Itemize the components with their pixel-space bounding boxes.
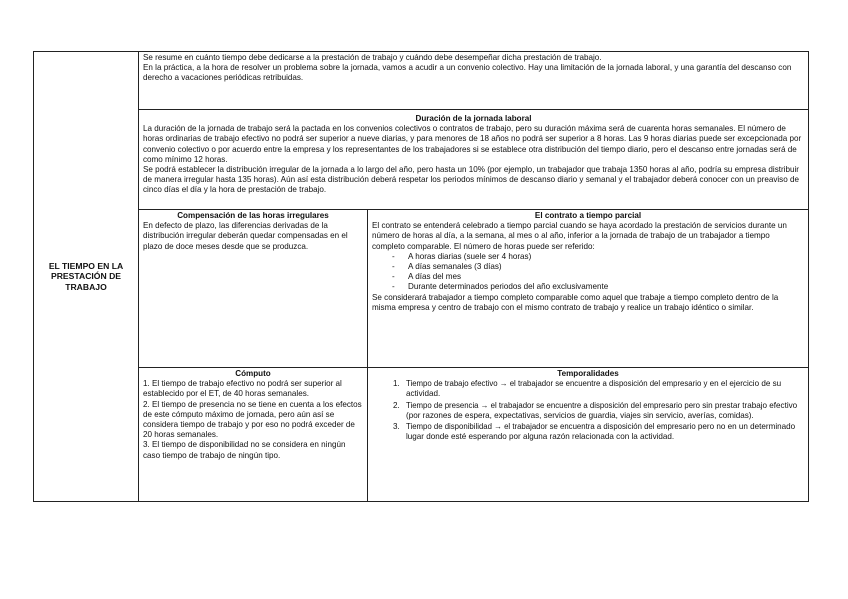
temporalidades-cell bbox=[368, 368, 809, 502]
computo-cell bbox=[139, 368, 368, 502]
parcial-p2: Se considerará trabajador a tiempo completo comparable como aquel que trabaje a tiempo completo dentro de la misma empresa y centro de trabajo con el mismo contrato de trabajo y realice un trabajo idéntico o similar. bbox=[372, 292, 779, 312]
compensacion-text: En defecto de plazo, las diferencias derivadas de la distribución irregular deberán quedar compensadas en el plazo de doce meses desde que se produzca. bbox=[143, 221, 348, 251]
intro-p2: En la práctica, a la hora de resolver un problema sobre la jornada, vamos a acudir a un convenio colectivo. Hay una limitación de la jornada laboral, y una garantía del descanso con derecho a vacaciones periódicas retribuidas. bbox=[143, 63, 792, 83]
temporalidades-title: Temporalidades bbox=[557, 369, 619, 378]
parcial-title: El contrato a tiempo parcial bbox=[534, 211, 642, 220]
duracion-p1: La duración de la jornada de trabajo será la pactada en los convenios colectivos o contratos de trabajo, pero su duración máxima será de cuarenta horas semanales. El número de horas ordinarias de trabajo efectivo no podrá ser superior a nueve diarias, y para menores de 18 años no podrá ser superior a 8 horas. Las 9 horas diarias puede ser excepcionada por convenio colectivo o por acuerdo entre la empresa y los representantes de los trabajadores si se establece otra distribución del tiempo diario, pero el descanso entre jornadas será de como mínimo 12 horas. bbox=[143, 124, 802, 164]
duracion-title: Duración de la jornada laboral bbox=[415, 114, 532, 123]
list-item: - A días del mes bbox=[392, 272, 804, 282]
temporalidades-list bbox=[372, 379, 804, 442]
temporalidad-text: pero no en un determinado lugar donde esté esperando por alguna razón relacionada con la actividad. bbox=[406, 422, 796, 442]
intro-cell bbox=[139, 52, 809, 110]
list-item bbox=[402, 422, 804, 442]
compensacion-title: Compensación de las horas irregulares bbox=[177, 211, 329, 220]
computo-item-1: 1. El tiempo de trabajo efectivo no podrá ser superior al establecido por el ET, de 40 horas semanales. bbox=[143, 379, 342, 399]
parcial-p1: El contrato se entenderá celebrado a tiempo parcial cuando se haya acordado la prestación de servicios durante un número de horas al día, a la semana, al mes o al año, inferior a la jornada de trabajo de un trabajador a tiempo completo comparable. El número de horas puede ser referido: bbox=[372, 221, 787, 251]
left-heading: EL TIEMPO EN LA PRESTACIÓN DE TRABAJO bbox=[34, 52, 139, 502]
summary-table bbox=[33, 51, 809, 502]
computo-title: Cómputo bbox=[235, 369, 271, 378]
temporalidad-label: Tiempo de disponibilidad → el trabajador se encuentra a disposición del empresario bbox=[406, 422, 696, 432]
temporalidad-label: Tiempo de trabajo efectivo → el trabajador se encuentre a disposición del empresario y bbox=[406, 379, 708, 389]
temporalidad-text: sin prestar trabajo efectivo (por razones de espera, expectativas, servicios de guardia, viajes sin servicio, averías, comidas). bbox=[406, 400, 798, 420]
list-item bbox=[402, 401, 804, 421]
computo-item-2: 2. El tiempo de presencia no se tiene en cuenta a los efectos de este cómputo máximo de jornada, pero aún así se considera tiempo de trabajo y por eso no podrá exceder de 20 horas semanales. bbox=[143, 399, 362, 440]
temporalidad-label: Tiempo de presencia → el trabajador se encuentre a disposición del empresario pero bbox=[406, 400, 700, 410]
parcial-cell bbox=[368, 210, 809, 368]
temporalidad-text: en el ejercicio de su actividad. bbox=[406, 379, 782, 399]
parcial-list bbox=[372, 252, 804, 293]
intro-p1: Se resume en cuánto tiempo debe dedicarse a la prestación de trabajo y cuándo debe desempeñar dicha prestación de trabajo. bbox=[143, 53, 602, 62]
list-item: - A horas diarias (suele ser 4 horas) bbox=[392, 252, 804, 262]
compensacion-cell bbox=[139, 210, 368, 368]
duracion-p2: Se podrá establecer la distribución irregular de la jornada a lo largo del año, pero hasta un 10% (por ejemplo, un trabajador que trabaja 1350 horas al año, podría su empresa distribuir de manera irregular hasta 135 horas). Aún así esta distribución deberá respetar los periodos mínimos de descanso diario y semanal y el trabajador deberá conocer con un preaviso de cinco días el día y la hora de prestación de trabajo. bbox=[143, 165, 799, 195]
computo-item-3: 3. El tiempo de disponibilidad no se considera en ningún caso tiempo de trabajo de ningún tipo. bbox=[143, 440, 346, 460]
duracion-cell bbox=[139, 110, 809, 210]
list-item: - Durante determinados periodos del año exclusivamente bbox=[392, 282, 804, 292]
list-item: - A días semanales (3 días) bbox=[392, 262, 804, 272]
list-item bbox=[402, 379, 804, 399]
